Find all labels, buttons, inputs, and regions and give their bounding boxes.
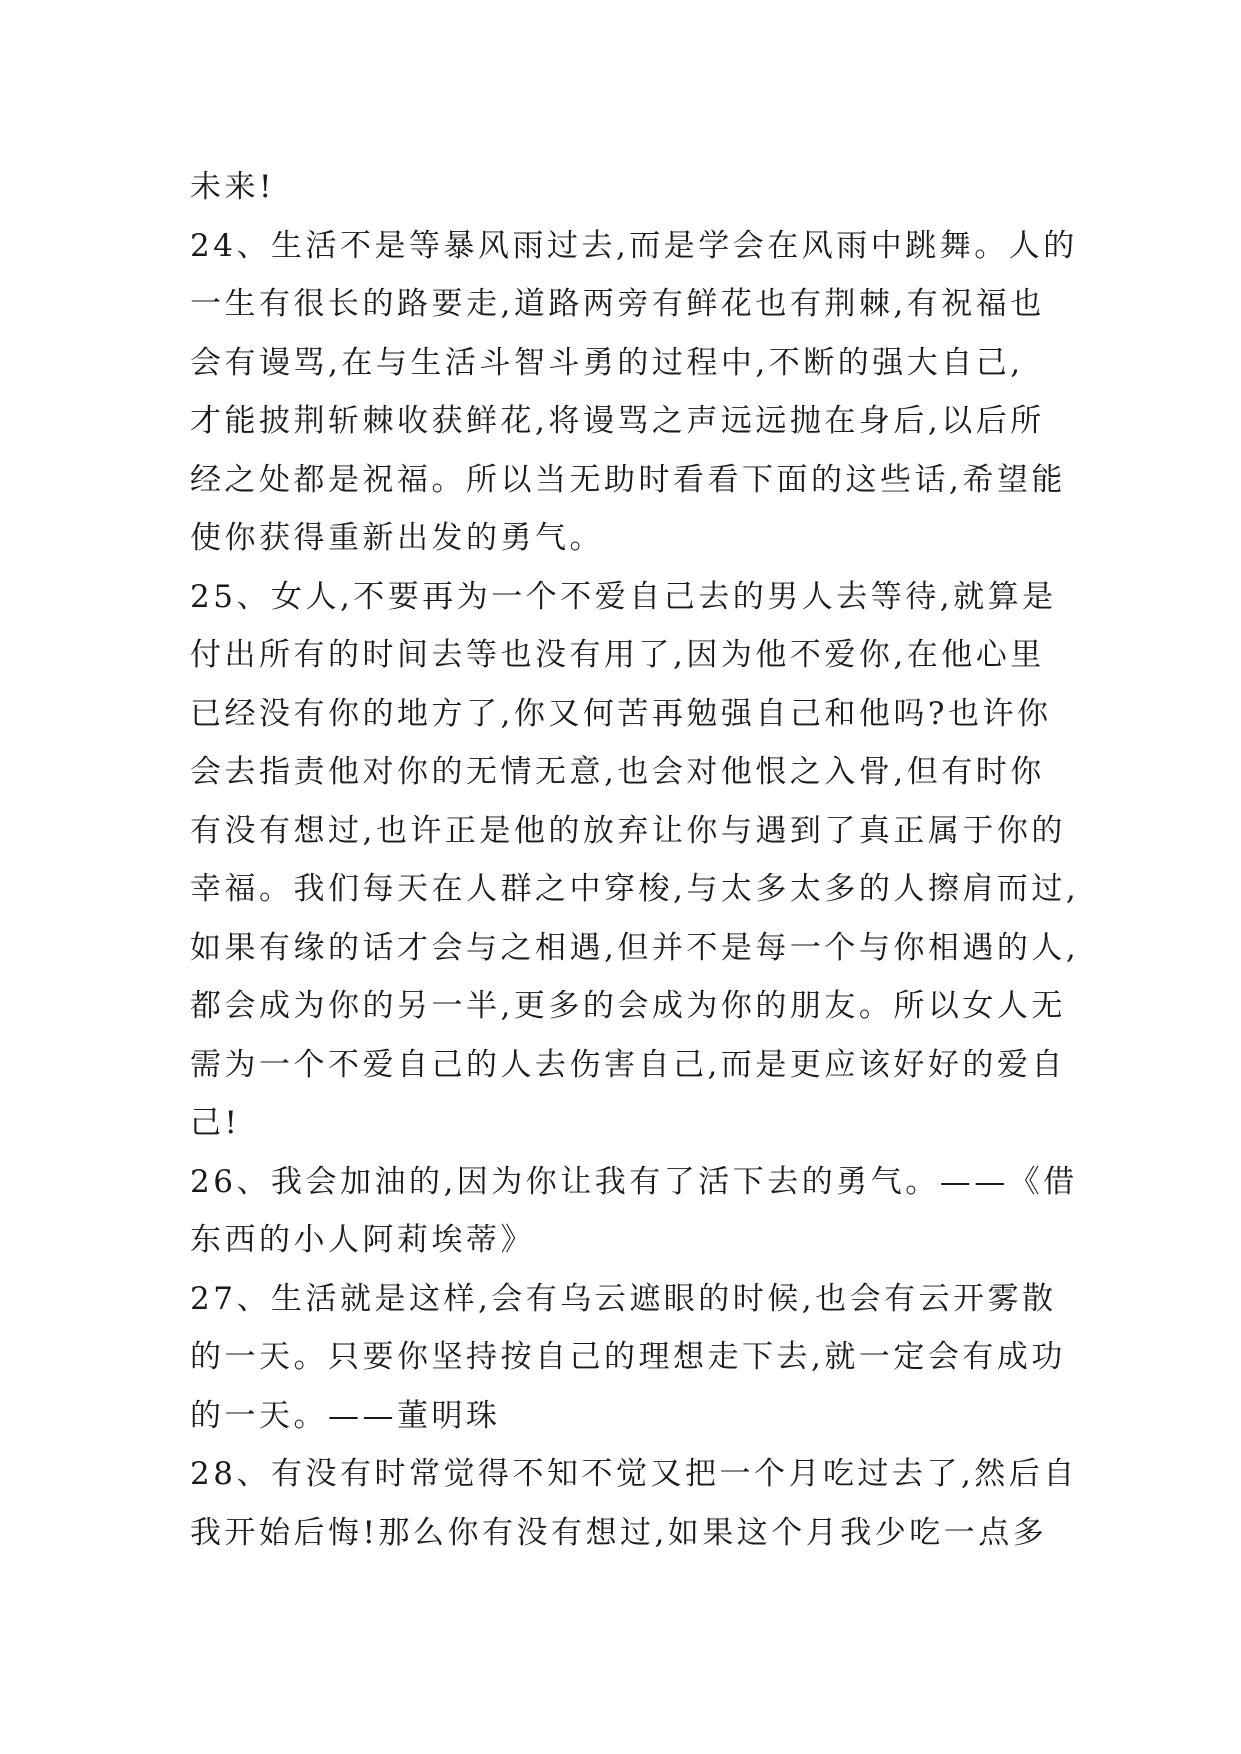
text-line: 一生有很长的路要走,道路两旁有鲜花也有荆棘,有祝福也 xyxy=(190,286,1045,322)
text-line: 需为一个不爱自己的人去伤害自己,而是更应该好好的爱自 xyxy=(190,1046,1066,1083)
text-line: 28、有没有时常觉得不知不觉又把一个月吃过去了,然后自 xyxy=(190,1456,1078,1492)
text-line: 经之处都是祝福。所以当无助时看看下面的这些话,希望能 xyxy=(190,461,1066,498)
text-line: 会有谩骂,在与生活斗智斗勇的过程中,不断的强大自己, xyxy=(190,344,1024,381)
text-line: 未来! xyxy=(190,169,275,205)
text-line: 有没有想过,也许正是他的放弃让你与遇到了真正属于你的 xyxy=(190,812,1066,849)
text-line: 已经没有你的地方了,你又何苦再勉强自己和他吗?也许你 xyxy=(190,695,1052,732)
text-line: 如果有缘的话才会与之相遇,但并不是每一个与你相遇的人, xyxy=(190,929,1080,966)
text-line: 25、女人,不要再为一个不爱自己去的男人去等待,就算是 xyxy=(190,578,1057,615)
text-line: 己! xyxy=(190,1105,241,1141)
text-line: 才能披荆斩棘收获鲜花,将谩骂之声远远抛在身后,以后所 xyxy=(190,403,1045,439)
text-line: 付出所有的时间去等也没有用了,因为他不爱你,在他心里 xyxy=(190,637,1045,673)
text-line: 的一天。——董明珠 xyxy=(190,1397,501,1434)
text-line: 24、生活不是等暴风雨过去,而是学会在风雨中跳舞。人的 xyxy=(190,227,1078,264)
text-line: 幸福。我们每天在人群之中穿梭,与太多太多的人擦肩而过, xyxy=(190,871,1080,907)
text-line: 都会成为你的另一半,更多的会成为你的朋友。所以女人无 xyxy=(190,988,1066,1024)
text-line: 东西的小人阿莉埃蒂》 xyxy=(190,1222,535,1258)
text-line: 的一天。只要你坚持按自己的理想走下去,就一定会有成功 xyxy=(190,1339,1066,1375)
text-line: 27、生活就是这样,会有乌云遮眼的时候,也会有云开雾散 xyxy=(190,1280,1057,1317)
document-body xyxy=(190,158,1080,1562)
text-line: 使你获得重新出发的勇气。 xyxy=(190,520,604,556)
text-line: 我开始后悔!那么你有没有想过,如果这个月我少吃一点多 xyxy=(190,1514,1048,1551)
text-line: 会去指责他对你的无情无意,也会对他恨之入骨,但有时你 xyxy=(190,754,1045,790)
text-line: 26、我会加油的,因为你让我有了活下去的勇气。——《借 xyxy=(190,1163,1078,1200)
